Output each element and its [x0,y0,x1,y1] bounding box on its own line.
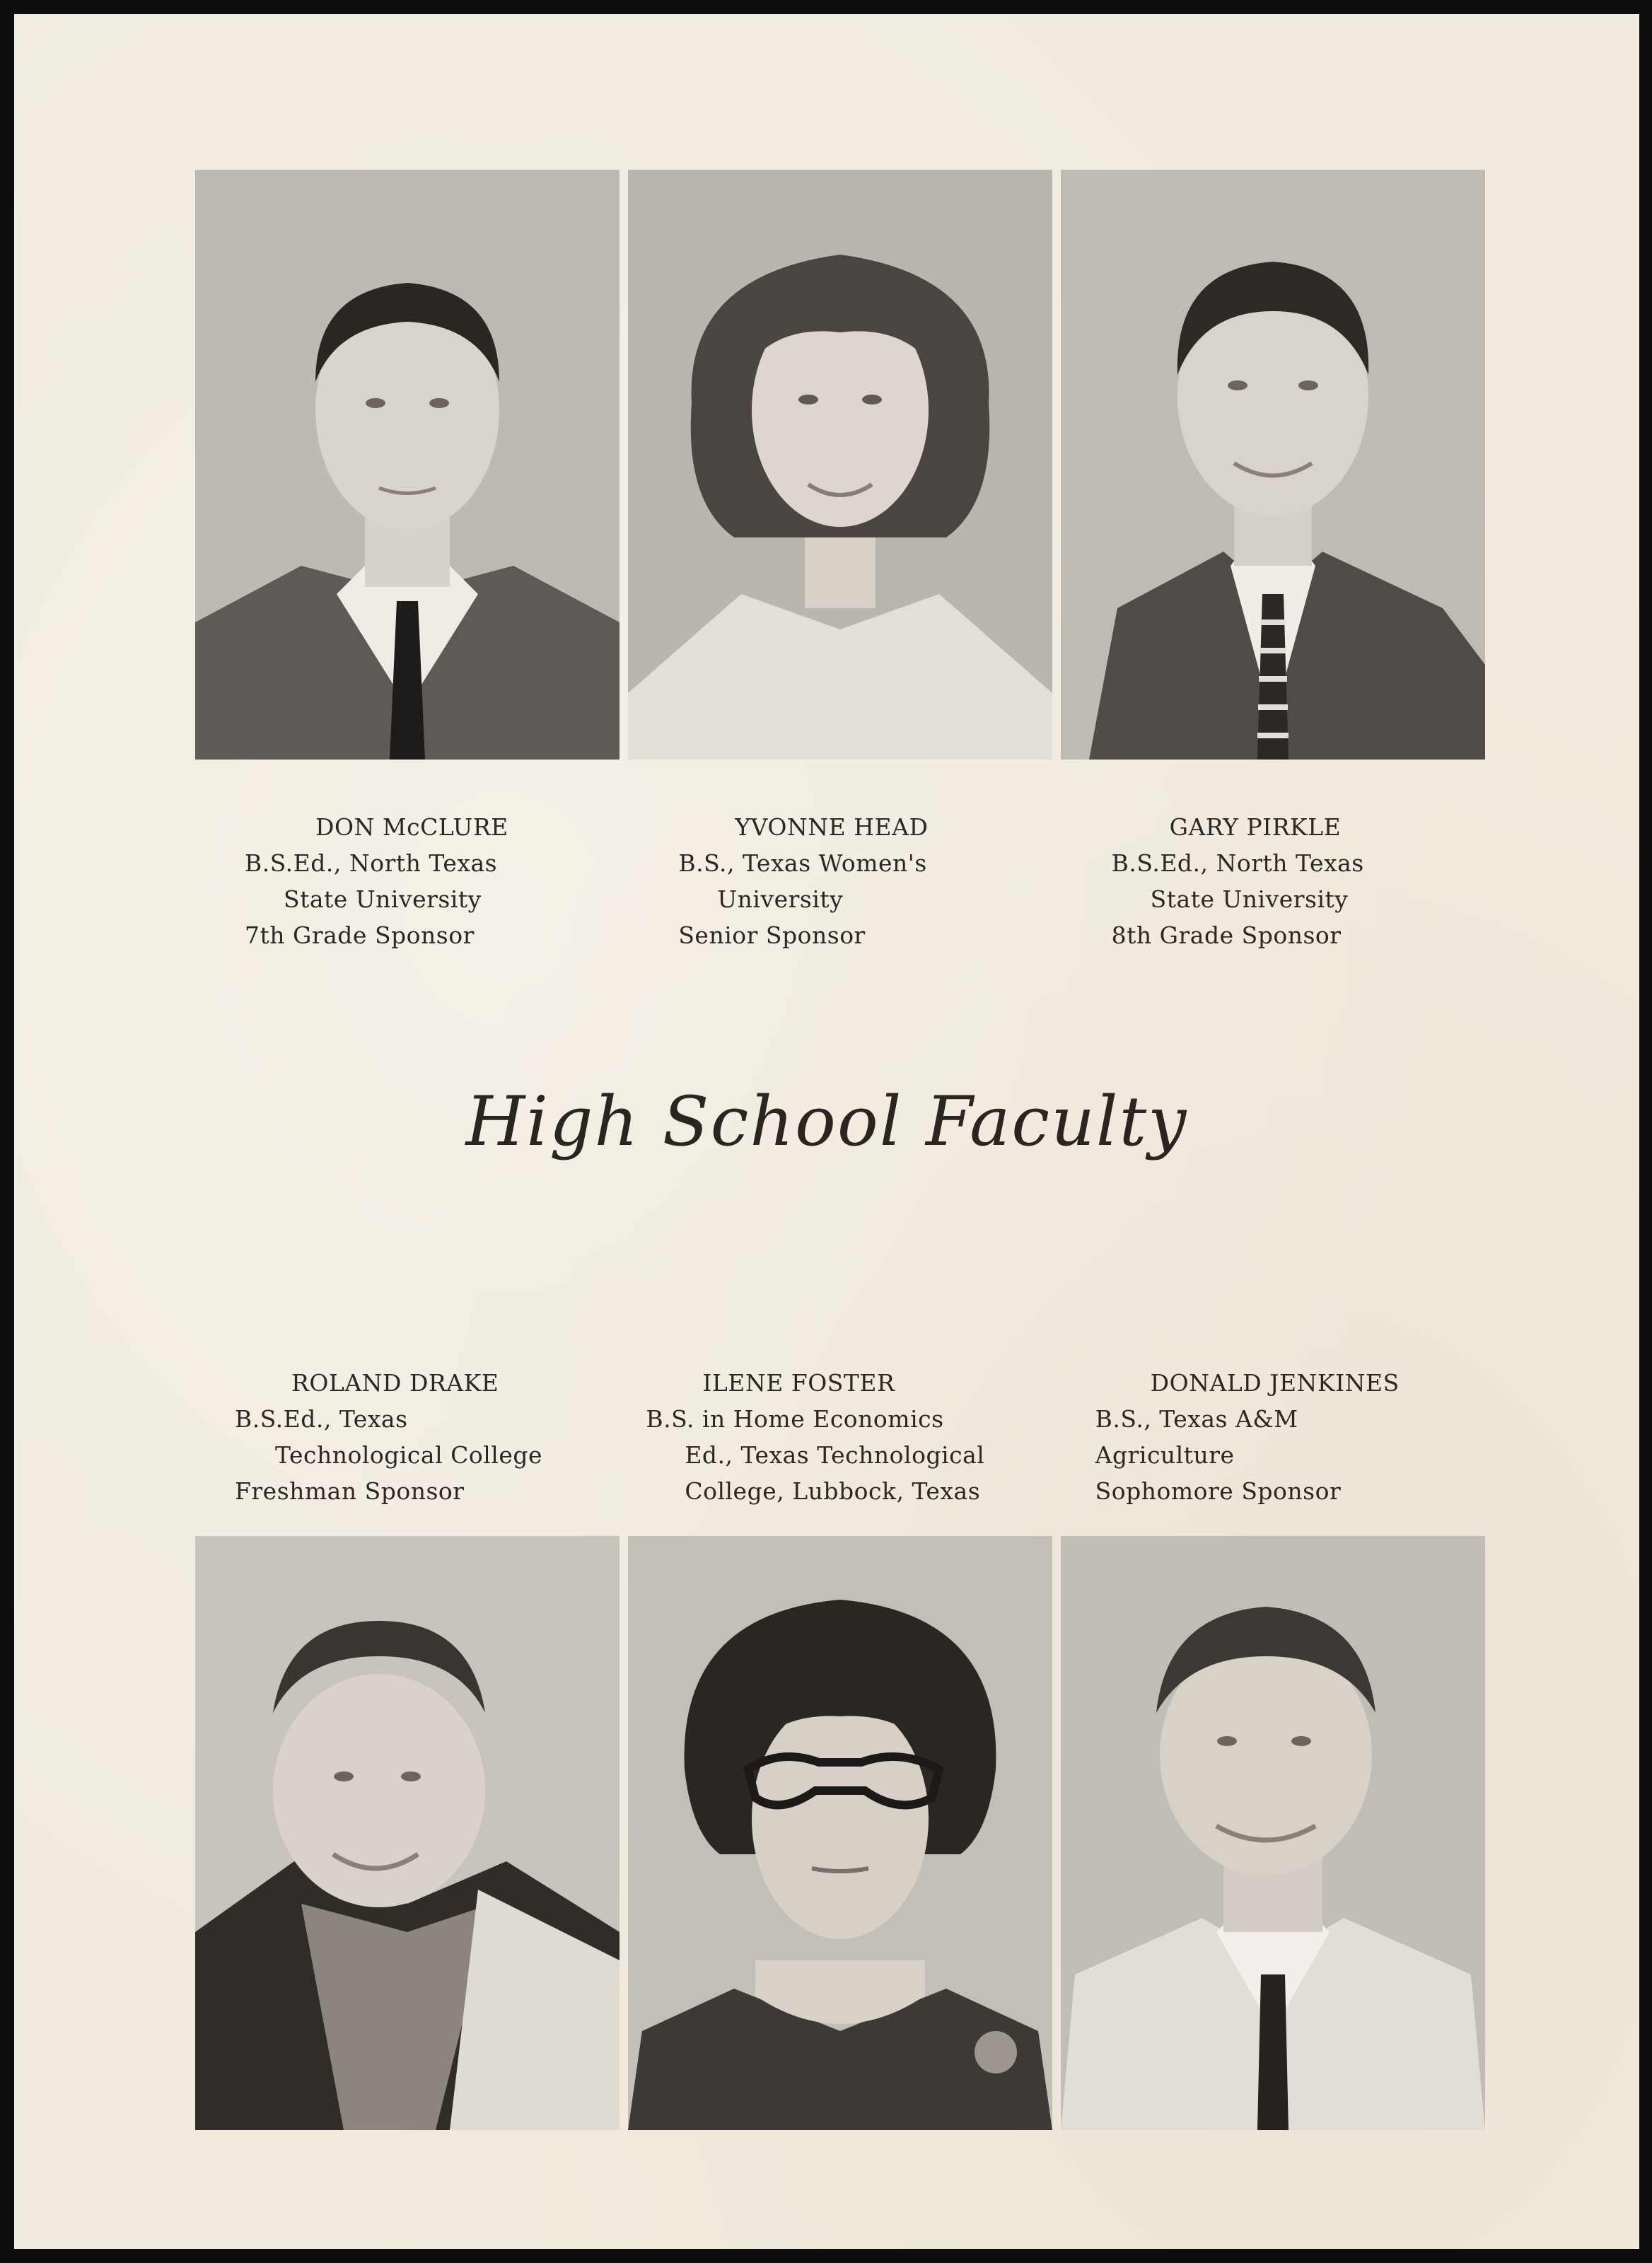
top-caption-row [195,809,1485,953]
top-photo-row [195,170,1485,760]
portrait-ilene-foster [628,1536,1052,2130]
caption-donald-jenkines [1036,1365,1485,1509]
faculty-name: ROLAND DRAKE [291,1369,499,1397]
faculty-name: DONALD JENKINES [1150,1369,1400,1397]
faculty-role: 7th Grade Sponsor [245,921,475,949]
faculty-degree-cont: College, Lubbock, Texas [685,1477,981,1505]
faculty-degree-cont: University [717,885,844,913]
faculty-degree-cont: State University [284,885,482,913]
faculty-role: Sophomore Sponsor [1095,1477,1342,1505]
faculty-degree: B.S., Texas Women's [678,849,927,877]
faculty-degree-cont: Technological College [275,1441,543,1469]
caption-ilene-foster [624,1365,1035,1509]
faculty-degree-cont: State University [1150,885,1349,913]
faculty-role: 8th Grade Sponsor [1111,921,1342,949]
faculty-degree: B.S., Texas A&M [1095,1405,1298,1433]
faculty-degree: B.S. in Home Economics [646,1405,944,1433]
portrait-gary-pirkle [1061,170,1485,760]
caption-roland-drake [195,1365,624,1509]
faculty-name: DON McCLURE [315,813,508,841]
bottom-caption-row [195,1365,1485,1509]
faculty-name: ILENE FOSTER [702,1369,895,1397]
page-title: High School Faculty [465,1082,1188,1161]
portrait-roland-drake [195,1536,620,2130]
faculty-role: Senior Sponsor [678,921,866,949]
caption-don-mcclure [195,809,618,953]
caption-yvonne-head [618,809,1052,953]
caption-gary-pirkle [1052,809,1485,953]
portrait-don-mcclure [195,170,620,760]
faculty-degree: B.S.Ed., Texas [235,1405,408,1433]
faculty-role: Freshman Sponsor [235,1477,465,1505]
yearbook-page [14,14,1639,2249]
faculty-name: GARY PIRKLE [1169,813,1342,841]
faculty-degree: B.S.Ed., North Texas [1111,849,1364,877]
bottom-photo-row [195,1536,1485,2130]
faculty-degree: B.S.Ed., North Texas [245,849,498,877]
portrait-yvonne-head [628,170,1052,760]
faculty-name: YVONNE HEAD [735,813,929,841]
faculty-degree-cont: Ed., Texas Technological [685,1441,985,1469]
faculty-degree-cont: Agriculture [1095,1441,1235,1469]
portrait-donald-jenkines [1061,1536,1485,2130]
